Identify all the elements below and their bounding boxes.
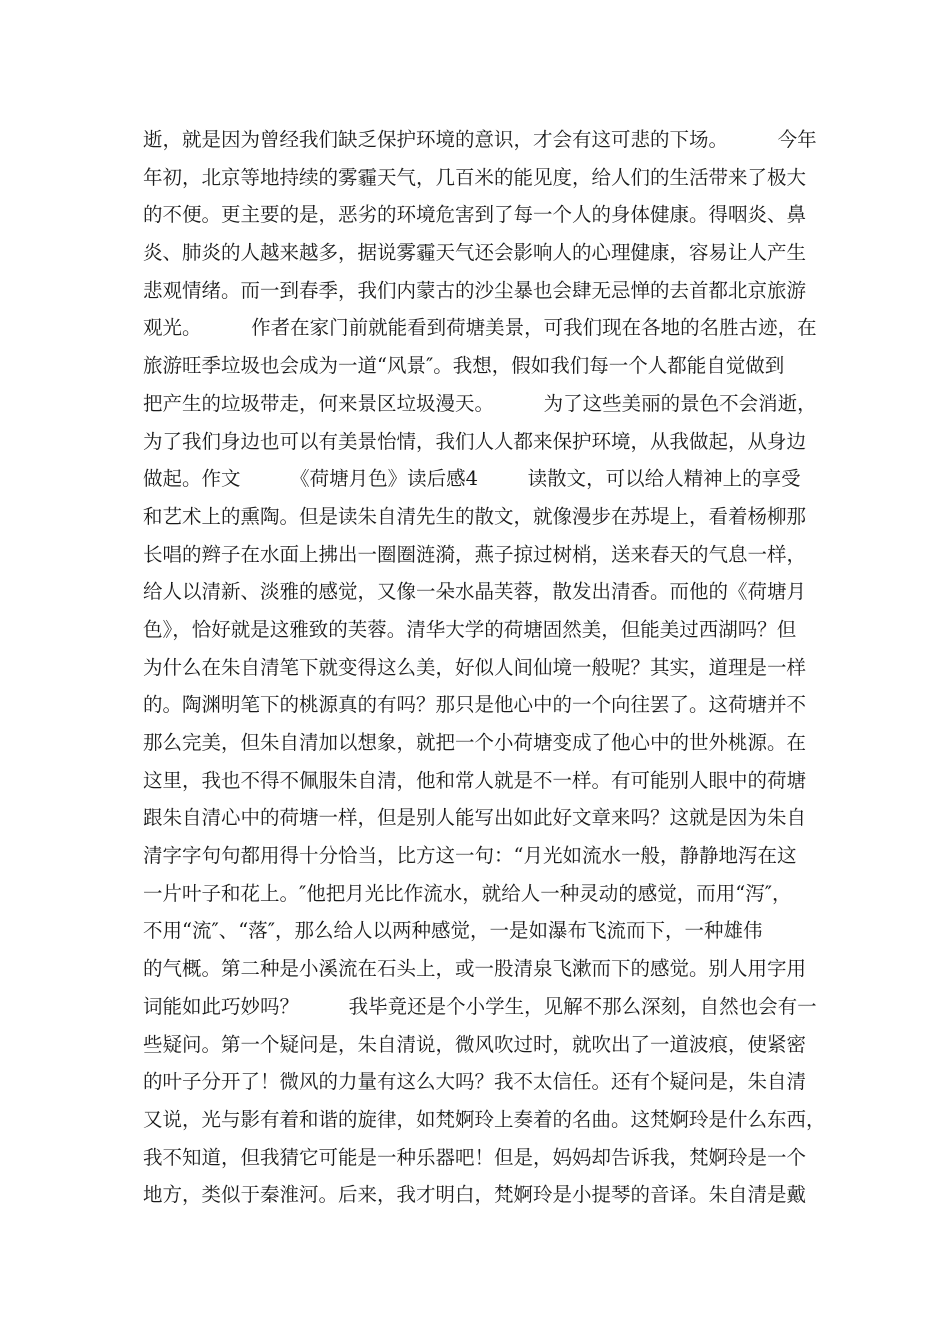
- text-line: 为什么在朱自清笔下就变得这么美，好似人间仙境一般呢？其实，道理是一样: [143, 655, 807, 679]
- text-line: 清字字句句都用得十分恰当，比方这一句：“月光如流水一般，静静地泻在这: [143, 844, 797, 868]
- text-line: 些疑问。第一个疑问是，朱自清说，微风吹过时，就吹出了一道波痕，使紧密: [143, 1032, 807, 1056]
- text-line: 的叶子分开了！微风的力量有这么大吗？我不太信任。还有个疑问是，朱自清: [143, 1070, 807, 1094]
- text-line: 这里，我也不得不佩服朱自清，他和常人就是不一样。有可能别人眼中的荷塘: [143, 768, 807, 792]
- text-line: 把产生的垃圾带走，何来景区垃圾漫天。 为了这些美丽的景色不会消逝，: [143, 391, 817, 415]
- text-line: 长唱的辫子在水面上拂出一圈圈涟漪，燕子掠过树梢，送来春天的气息一样，: [143, 542, 807, 566]
- body-text: [143, 121, 826, 1214]
- text-line: 的不便。更主要的是，恶劣的环境危害到了每一个人的身体健康。得咽炎、鼻: [143, 203, 807, 227]
- text-line: 逝，就是因为曾经我们缺乏保护环境的意识，才会有这可悲的下场。 今年: [143, 128, 817, 151]
- text-line: 做起。作文 《荷塘月色》读后感4 读散文，可以给人精神上的享受: [143, 467, 801, 491]
- text-line: 旅游旺季垃圾也会成为一道“风景″。我想，假如我们每一个人都能自觉做到: [143, 354, 785, 378]
- text-line: 那么完美，但朱自清加以想象，就把一个小荷塘变成了他心中的世外桃源。在: [143, 731, 807, 754]
- text-line: 色》，恰好就是这雅致的芙蓉。清华大学的荷塘固然美，但能美过西湖吗？但: [143, 617, 797, 641]
- text-line: 我不知道，但我猜它可能是一种乐器吧！但是，妈妈却告诉我，梵婀玲是一个: [143, 1145, 807, 1169]
- text-line: 为了我们身边也可以有美景怡情，我们人人都来保护环境，从我做起，从身边: [143, 429, 807, 453]
- text-line: 的气概。第二种是小溪流在石头上，或一股清泉飞漱而下的感觉。别人用字用: [143, 957, 807, 981]
- text-line: 炎、肺炎的人越来越多，据说雾霾天气还会影响人的心理健康，容易让人产生: [143, 241, 807, 265]
- text-line: 地方，类似于秦淮河。后来，我才明白，梵婀玲是小提琴的音译。朱自清是戴: [143, 1183, 807, 1207]
- text-line: 又说，光与影有着和谐的旋律，如梵婀玲上奏着的名曲。这梵婀玲是什么东西，: [143, 1107, 826, 1131]
- text-line: 给人以清新、淡雅的感觉，又像一朵水晶芙蓉，散发出清香。而他的《荷塘月: [143, 580, 807, 604]
- text-line: 观光。 作者在家门前就能看到荷塘美景，可我们现在各地的名胜古迹，在: [143, 316, 817, 340]
- text-line: 不用“流″、“落″，那么给人以两种感觉，一是如瀑布飞流而下，一种雄伟: [143, 919, 763, 943]
- text-line: 跟朱自清心中的荷塘一样，但是别人能写出如此好文章来吗？这就是因为朱自: [143, 806, 807, 830]
- text-line: 的。陶渊明笔下的桃源真的有吗？那只是他心中的一个向往罢了。这荷塘并不: [143, 693, 807, 717]
- text-line: 一片叶子和花上。″他把月光比作流水，就给人一种灵动的感觉，而用“泻″，: [143, 881, 792, 905]
- text-line: 词能如此巧妙吗？ 我毕竟还是个小学生，见解不那么深刻，自然也会有一: [143, 994, 817, 1018]
- text-line: 年初，北京等地持续的雾霾天气，几百米的能见度，给人们的生活带来了极大: [143, 165, 807, 189]
- text-line: 悲观情绪。而一到春季，我们内蒙古的沙尘暴也会肆无忌惮的去首都北京旅游: [143, 278, 807, 302]
- text-line: 和艺术上的熏陶。但是读朱自清先生的散文，就像漫步在苏堤上，看着杨柳那: [143, 504, 807, 528]
